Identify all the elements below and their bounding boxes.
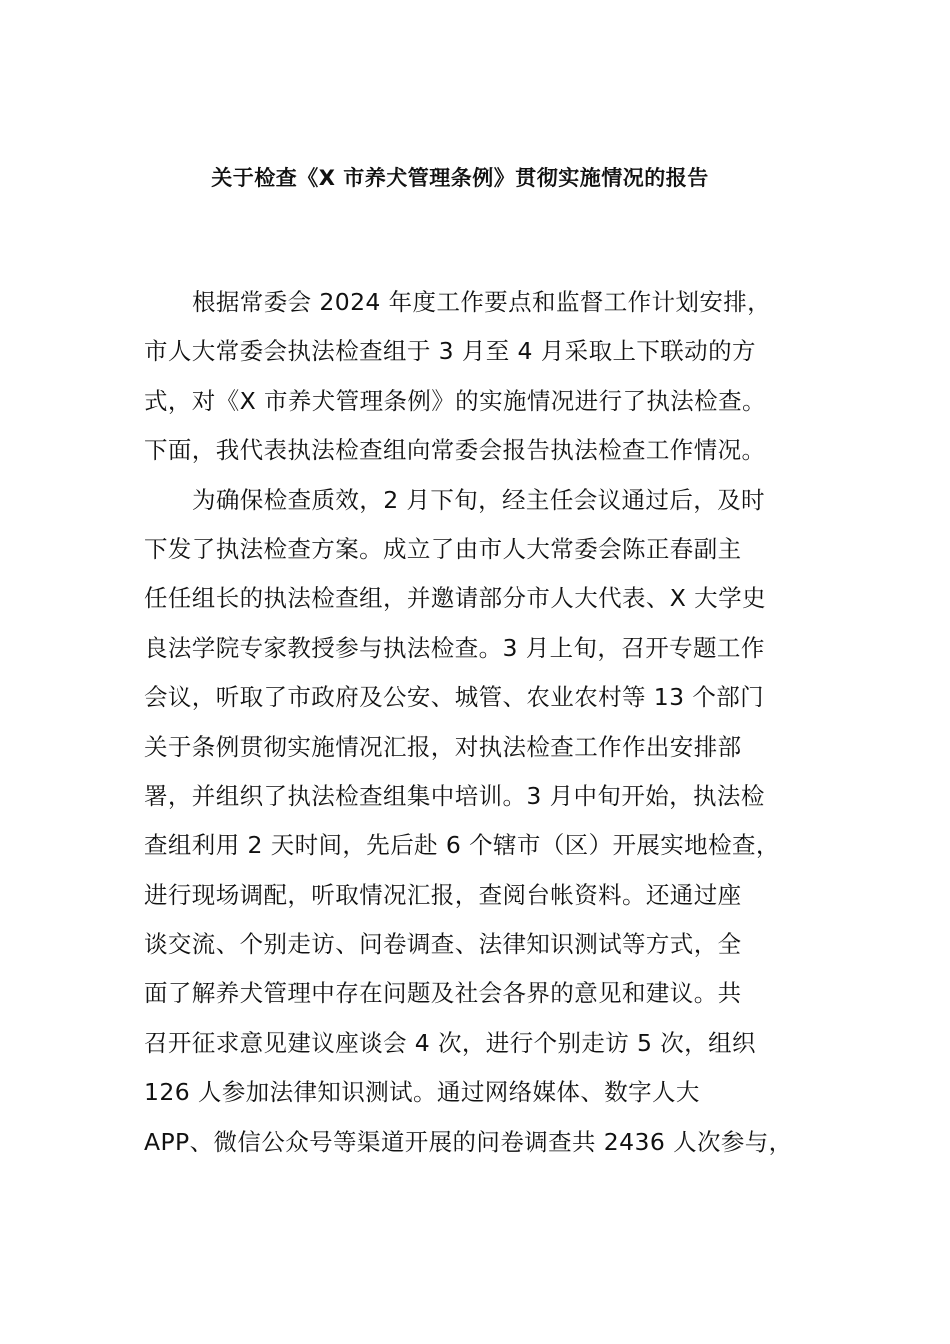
paragraph-2-line-13: 126 人参加法律知识测试。通过网络媒体、数字人大 bbox=[144, 1078, 700, 1107]
paragraph-2-line-12: 召开征求意见建议座谈会 4 次，进行个别走访 5 次，组织 bbox=[144, 1028, 756, 1057]
paragraph-1-line-4: 下面，我代表执法检查组向常委会报告执法检查工作情况。 bbox=[144, 436, 766, 465]
paragraph-1-line-1: 根据常委会 2024 年度工作要点和监督工作计划安排， bbox=[192, 288, 772, 316]
paragraph-2-line-7: 署，并组织了执法检查组集中培训。3 月中旬开始，执法检 bbox=[144, 781, 765, 810]
paragraph-2-line-4: 良法学院专家教授参与执法检查。3 月上旬，召开专题工作 bbox=[144, 633, 765, 662]
paragraph-2-line-9: 进行现场调配，听取情况汇报，查阅台帐资料。还通过座 bbox=[144, 880, 742, 909]
paragraph-2-line-8: 查组利用 2 天时间，先后赴 6 个辖市（区）开展实地检查， bbox=[144, 831, 780, 860]
paragraph-2-line-1: 为确保检查质效，2 月下旬，经主任会议通过后，及时 bbox=[192, 485, 765, 514]
paragraph-2-line-2: 下发了执法检查方案。成立了由市人大常委会陈正春副主 bbox=[144, 534, 742, 563]
paragraph-2-line-3: 任任组长的执法检查组，并邀请部分市人大代表、X 大学史 bbox=[144, 584, 766, 613]
document-body bbox=[144, 278, 820, 1167]
paragraph-2-line-6: 关于条例贯彻实施情况汇报，对执法检查工作作出安排部 bbox=[144, 732, 742, 761]
paragraph-2-line-11: 面了解养犬管理中存在问题及社会各界的意见和建议。共 bbox=[144, 979, 742, 1008]
paragraph-2-line-10: 谈交流、个别走访、问卷调查、法律知识测试等方式，全 bbox=[144, 930, 742, 959]
document-title: 关于检查《X 市养犬管理条例》贯彻实施情况的报告 bbox=[211, 166, 709, 190]
paragraph-1-line-2: 市人大常委会执法检查组于 3 月至 4 月采取上下联动的方 bbox=[144, 337, 756, 366]
paragraph-2-line-5: 会议，听取了市政府及公安、城管、农业农村等 13 个部门 bbox=[144, 683, 765, 712]
paragraph-2-line-14: APP、微信公众号等渠道开展的问卷调查共 2436 人次参与， bbox=[144, 1127, 793, 1156]
paragraph-1-line-3: 式，对《X 市养犬管理条例》的实施情况进行了执法检查。 bbox=[144, 386, 766, 415]
